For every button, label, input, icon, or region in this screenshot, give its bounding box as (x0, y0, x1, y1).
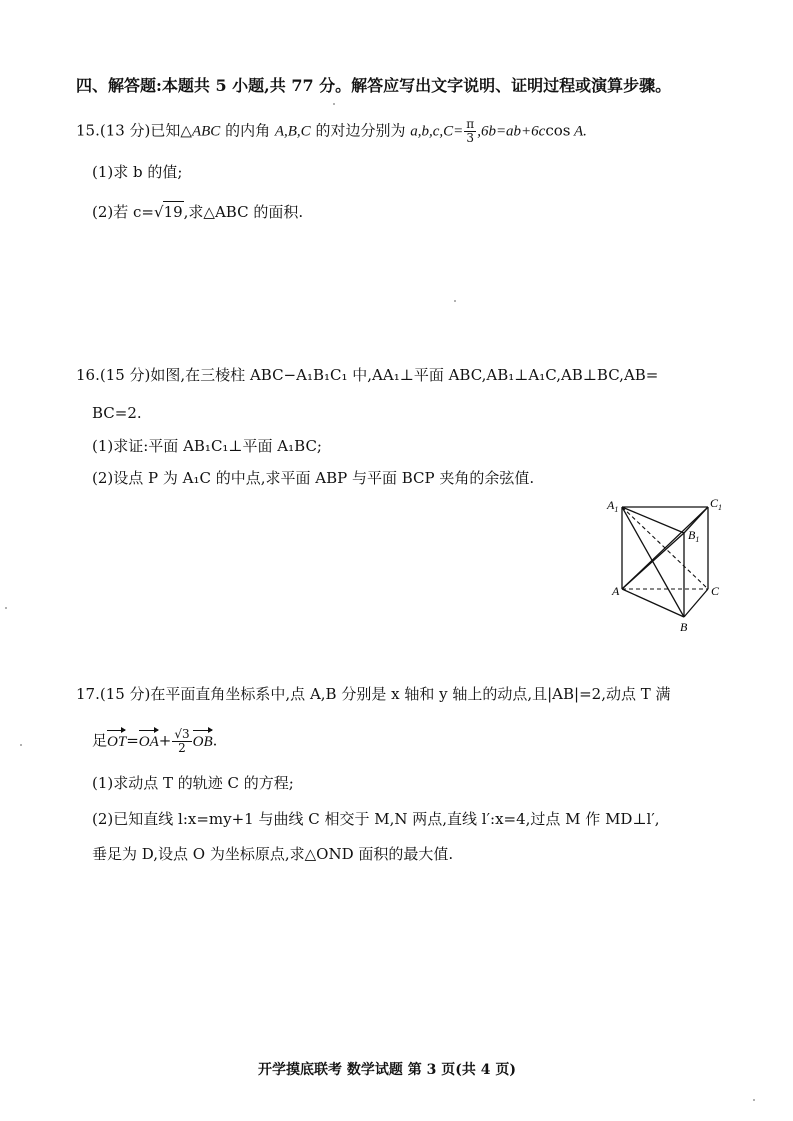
q17-eq: = (126, 731, 139, 750)
q15-cond-end: A. (570, 123, 587, 140)
q15-cond-pre: ,C= (439, 123, 464, 140)
label-B1: $B_1$ (688, 528, 700, 544)
q17-line2-pre: 足 (92, 731, 108, 750)
q17-line2-end: . (212, 731, 218, 750)
q17-line1: 17.(15 分)在平面直角坐标系中,点 A,B 分别是 x 轴和 y 轴上的动点,且|AB|=2,动点 T 满 (76, 685, 671, 703)
label-A1: $A_1$ (607, 498, 619, 514)
q16-part1: (1)求证:平面 AB₁C₁⊥平面 A₁BC; (92, 437, 322, 455)
vector-OB: OB (192, 733, 213, 750)
q15-sqrt-value: 19 (163, 203, 183, 221)
q17-line2 (92, 728, 217, 755)
q17-part2-line2: 垂足为 D,设点 O 为坐标原点,求△OND 面积的最大值. (92, 845, 454, 863)
q15-mid2: 的对边分别为 (310, 121, 411, 140)
edge-B-C (684, 589, 708, 617)
scan-speck (333, 103, 335, 105)
q15-stem (76, 118, 587, 145)
section-heading: 四、解答题:本题共 5 小题,共 77 分。解答应写出文字说明、证明过程或演算步骤。 (76, 76, 672, 95)
q15-triangle-name: ABC (191, 123, 221, 140)
q17-plus: + (158, 731, 172, 750)
q15-cond-eq: ,6b=ab+6c (477, 123, 546, 140)
prism-figure (600, 495, 730, 635)
q15-cos: cos (545, 121, 571, 140)
q16-line2: BC=2. (92, 404, 142, 422)
q15-part1: (1)求 b 的值; (92, 163, 183, 181)
q17-frac-den: 2 (178, 741, 186, 755)
q17-frac-num: √3 (174, 727, 190, 741)
q15-frac-den: 3 (466, 131, 475, 145)
page-footer: 开学摸底联考 数学试题 第 3 页(共 4 页) (258, 1062, 516, 1078)
label-B: B (680, 620, 688, 634)
scan-speck (20, 744, 22, 746)
q17-fraction (172, 728, 191, 755)
label-C: C (711, 584, 720, 598)
edge-A-B (622, 589, 684, 617)
scan-speck (5, 607, 7, 609)
q15-fraction (464, 118, 476, 145)
scan-speck (454, 300, 456, 302)
q15-prefix: 15.(13 分)已知△ (76, 121, 192, 140)
scan-speck (753, 1099, 755, 1101)
vector-OT: OT (107, 733, 127, 750)
label-A: A (612, 584, 620, 598)
q16-part2: (2)设点 P 为 A₁C 的中点,求平面 ABP 与平面 BCP 夹角的余弦值. (92, 469, 535, 487)
q15-sides: a,b,c (410, 123, 440, 140)
q15-angles: A,B,C (274, 123, 311, 140)
label-C1: $C_1$ (710, 496, 723, 512)
q15-part2-post: ,求△ABC 的面积. (183, 203, 304, 221)
q15-part2-pre: (2)若 c= (92, 203, 154, 221)
q15-part2 (92, 201, 303, 222)
vector-OA: OA (138, 733, 159, 750)
q15-mid1: 的内角 (220, 121, 275, 140)
q17-part1: (1)求动点 T 的轨迹 C 的方程; (92, 774, 294, 792)
sqrt-symbol: √ (154, 203, 164, 221)
q17-part2-line1: (2)已知直线 l:x=my+1 与曲线 C 相交于 M,N 两点,直线 l′:x=4,过点 M 作 MD⊥l′, (92, 810, 660, 828)
q16-line1: 16.(15 分)如图,在三棱柱 ABC−A₁B₁C₁ 中,AA₁⊥平面 ABC,AB₁⊥A₁C,AB⊥BC,AB= (76, 366, 659, 384)
edge-A1-B1 (622, 507, 684, 533)
diag-A1-B (622, 507, 684, 617)
q15-frac-num: π (466, 117, 475, 131)
